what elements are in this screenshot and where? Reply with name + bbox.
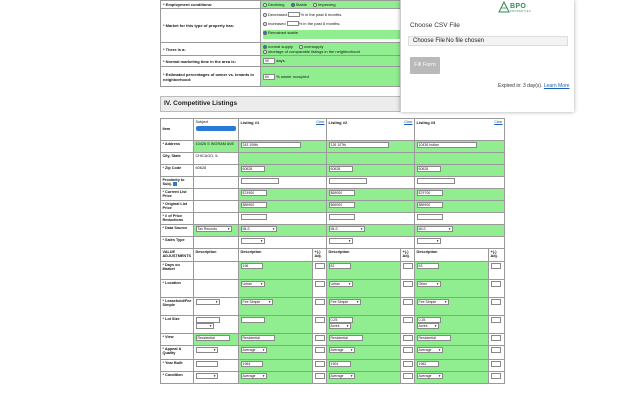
subject-leasehold-cell (194, 298, 239, 316)
listing-1-year-built-input[interactable]: 1964 (241, 361, 263, 367)
supply-option-oversupply[interactable]: oversupply (299, 44, 323, 49)
listing-3-location-cell (415, 280, 489, 298)
listing-3-city-cell (415, 153, 505, 165)
listing-1-view-adj-cell (313, 334, 327, 346)
listing-2-leasehold-select[interactable]: Fee Simple ▾ (329, 299, 361, 305)
listing-1-year-built-cell (239, 360, 313, 372)
listing-1-zip-input[interactable]: 60628 (241, 166, 265, 172)
owner-tenant-cell: 60 % owner occupied (261, 67, 408, 87)
market-options (261, 9, 408, 43)
subject-appeal-cell (194, 346, 239, 360)
listing-2-original-price-cell (327, 201, 415, 213)
employment-label: * Employment conditions: (161, 1, 261, 9)
listing-3-original-price-cell (415, 201, 505, 213)
listing-1-condition-select[interactable]: Average ▾ (241, 373, 267, 379)
listing-2-condition-cell (327, 372, 401, 384)
expiry-text: Expired in: 3 day(s). Learn More (498, 83, 570, 89)
listing-2-appeal-cell (327, 346, 401, 360)
listing-1-leasehold-select[interactable]: Fee Simple ▾ (241, 299, 273, 305)
listing-3-address-input[interactable]: 10436 Indian (417, 142, 477, 148)
listing-2-sales-type-cell (327, 237, 415, 249)
subject-sales-type (194, 237, 239, 249)
listing-3-dom-cell (415, 262, 489, 280)
listing-1-lot-size-cell (239, 316, 313, 334)
current-price-label: * Current List Price (161, 189, 194, 201)
employment-option-improving[interactable]: Improving (313, 2, 336, 7)
listing-2-dom-adj-cell (401, 262, 415, 280)
listing-2-leasehold-adj-cell (401, 298, 415, 316)
listing-3-view-cell (415, 334, 489, 346)
dom-label: * Days on Market (161, 262, 194, 280)
listing-1-location-select[interactable]: Urban ▾ (241, 281, 265, 287)
listing-2-address-input[interactable]: 126 107th (329, 142, 389, 148)
listing-3-data-source-select[interactable]: MLS ▾ (417, 226, 453, 232)
listing-3-lot-unit-select[interactable]: Acres ▾ (417, 323, 439, 329)
listing-1-dom-cell (239, 262, 313, 280)
subject-year-built-cell (194, 360, 239, 372)
radio-stable[interactable] (291, 3, 295, 7)
radio-decreased[interactable] (263, 13, 267, 17)
listing-3-year-adj-input[interactable] (491, 361, 501, 367)
listing-2-description-header: Description (327, 249, 401, 262)
listing-2-appeal-adj-cell (401, 346, 415, 360)
listing-2-location-select[interactable]: Urban ▾ (329, 281, 353, 287)
listing-3-location-adj-cell (489, 280, 505, 298)
increased-percent-input[interactable] (287, 21, 299, 26)
subject-location (194, 280, 239, 298)
listing-2-lot-size-cell (327, 316, 401, 334)
listing-2-reductions-cell (327, 213, 415, 225)
listing-3-view-adj-cell (489, 334, 505, 346)
listing-2-lot-unit-select[interactable]: Acres ▾ (329, 323, 351, 329)
csv-import-popup (400, 0, 574, 112)
marketing-time-input[interactable]: 90 (263, 58, 275, 64)
radio-improving[interactable] (313, 3, 317, 7)
listing-2-condition-adj-cell (401, 372, 415, 384)
listing-1-location-adj-input[interactable] (315, 281, 325, 287)
listing-3-address-cell (415, 141, 505, 153)
listing-3-lot-size-input[interactable]: 0.25 (417, 317, 441, 323)
item-header: Item (161, 119, 194, 141)
employment-options (261, 1, 408, 9)
listing-3-adj-header: +(-) Adj. (489, 249, 505, 262)
listing-1-header: Listing #1 Clear (239, 119, 327, 141)
listing-3-appeal-cell (415, 346, 489, 360)
listing-3-leasehold-adj-cell (489, 298, 505, 316)
listing-2-city-cell (327, 153, 415, 165)
listing-3-appeal-adj-input[interactable] (491, 347, 501, 353)
listing-2-original-price-input[interactable]: $69000 (329, 202, 355, 208)
listing-3-zip-input[interactable]: 60628 (417, 166, 441, 172)
listing-2-proximity-cell (327, 177, 415, 189)
clear-listing-1[interactable]: Clear (316, 120, 325, 124)
listing-3-sales-type-select[interactable] (417, 238, 441, 244)
listing-1-location-cell (239, 280, 313, 298)
owner-occupied-input[interactable]: 60 (263, 74, 275, 80)
city-state-label: City, State (161, 153, 194, 165)
logo-text: BPO (510, 3, 527, 10)
zip-label: * Zip Code (161, 165, 194, 177)
listing-3-leasehold-adj-input[interactable] (491, 299, 501, 305)
listing-1-condition-cell (239, 372, 313, 384)
listing-3-condition-adj-input[interactable] (491, 373, 501, 379)
listing-1-dom-adj-cell (313, 262, 327, 280)
listing-1-data-source-cell (239, 225, 327, 237)
listing-1-leasehold-cell (239, 298, 313, 316)
subject-lot-unit-select[interactable] (196, 323, 214, 329)
section-title: IV. Competitive Listings (164, 100, 238, 107)
employment-option-stable[interactable]: Stable (291, 2, 307, 7)
listing-2-reductions-input[interactable] (329, 214, 355, 220)
listing-1-proximity-cell (239, 177, 327, 189)
market-label: * Market for this type of property has: (161, 9, 261, 43)
listing-2-year-built-cell (327, 360, 401, 372)
listing-3-condition-select[interactable]: Average ▾ (417, 373, 443, 379)
listing-2-appeal-adj-input[interactable] (403, 347, 413, 353)
marketing-time-label: * Normal marketing time in the area is: (161, 56, 261, 67)
listing-2-data-source-select[interactable]: MLS ▾ (329, 226, 365, 232)
listing-3-sales-type-cell (415, 237, 505, 249)
listing-1-view-input[interactable]: Residential (241, 335, 275, 341)
employment-option-declining[interactable]: Declining (263, 2, 284, 7)
listing-3-lot-adj-input[interactable] (491, 317, 501, 323)
listing-1-lot-adj-input[interactable] (315, 317, 325, 323)
listing-2-adj-header: +(-) Adj. (401, 249, 415, 262)
listing-3-original-price-input[interactable]: $89900 (417, 202, 443, 208)
listing-1-appeal-adj-cell (313, 346, 327, 360)
listing-1-year-adj-cell (313, 360, 327, 372)
listing-3-header: Listing #3 Clear (415, 119, 505, 141)
listing-1-year-adj-input[interactable] (315, 361, 325, 367)
subject-view-input[interactable]: Residential (196, 335, 230, 341)
subject-year-built-input[interactable] (196, 361, 218, 367)
clear-listing-3[interactable]: Clear (494, 120, 503, 124)
listing-3-current-price-input[interactable]: $79700 (417, 190, 443, 196)
leasehold-label: * Leasehold/Fee Simple (161, 298, 194, 316)
listing-2-location-adj-input[interactable] (403, 281, 413, 287)
listing-2-location-cell (327, 280, 401, 298)
proximity-map-icon[interactable] (173, 182, 177, 186)
value-adjustments-label: VALUE ADJUSTMENTS (161, 249, 194, 262)
fill-form-button[interactable]: Fill Form (410, 57, 440, 74)
supply-label: * There is a: (161, 43, 261, 56)
subject-dom (194, 262, 239, 280)
subject-leasehold-select[interactable] (196, 299, 220, 305)
neighborhood-conditions-table (160, 0, 408, 87)
listing-1-data-source-select[interactable]: MLS ▾ (241, 226, 277, 232)
listing-2-zip-cell (327, 165, 415, 177)
listing-3-leasehold-cell (415, 298, 489, 316)
listing-1-appeal-select[interactable]: Average ▾ (241, 347, 267, 353)
learn-more-link[interactable]: Learn More (543, 83, 570, 89)
lot-size-label: * Lot Size (161, 316, 194, 334)
subject-condition-cell (194, 372, 239, 384)
listing-2-year-built-input[interactable]: 1904 (329, 361, 351, 367)
listing-2-condition-select[interactable]: Average ▾ (329, 373, 355, 379)
listing-2-appeal-select[interactable]: Average ▾ (329, 347, 355, 353)
location-label: * Location (161, 280, 194, 298)
listing-2-header: Listing #2 Clear (327, 119, 415, 141)
listing-3-location-select[interactable]: Other ▾ (417, 281, 441, 287)
clear-listing-2[interactable]: Clear (404, 120, 413, 124)
listing-2-proximity-input[interactable] (329, 178, 367, 184)
listing-1-description-header: Description (239, 249, 313, 262)
listing-1-sales-type-select[interactable] (241, 238, 265, 244)
listing-1-address-cell (239, 141, 327, 153)
subject-reductions (194, 213, 239, 225)
listing-1-zip-cell (239, 165, 327, 177)
listing-3-proximity-input[interactable] (417, 178, 455, 184)
listing-2-lot-adj-cell (401, 316, 415, 334)
listing-2-lot-size-input[interactable]: 0.25 (329, 317, 353, 323)
listing-1-adj-header: +(-) Adj. (313, 249, 327, 262)
year-built-label: * Year Built (161, 360, 194, 372)
listing-1-city-cell (239, 153, 327, 165)
subject-city-state: CHICAGO, IL (194, 153, 239, 165)
market-option-stable[interactable]: Remained stable (263, 30, 405, 39)
subject-condition-select[interactable] (196, 373, 218, 379)
subject-select-button[interactable] (196, 126, 236, 131)
listing-3-data-source-cell (415, 225, 505, 237)
listing-2-current-price-cell (327, 189, 415, 201)
listing-3-dom-input[interactable]: 53 (417, 263, 439, 269)
listing-3-reductions-cell (415, 213, 505, 225)
listing-1-leasehold-adj-input[interactable] (315, 299, 325, 305)
listing-3-description-header: Description (415, 249, 489, 262)
owner-tenant-label: * Estimated percentages of owner vs. tenants in neighborhood: (161, 67, 261, 87)
listing-1-view-adj-input[interactable] (315, 335, 325, 341)
logo-subtext: PROPERTIES (510, 10, 532, 13)
listing-1-location-adj-cell (313, 280, 327, 298)
listing-1-lot-adj-cell (313, 316, 327, 334)
subject-description-header: Description (194, 249, 239, 262)
listing-1-view-cell (239, 334, 313, 346)
listing-2-current-price-input[interactable]: $69000 (329, 190, 355, 196)
proximity-label: Proximity to Subj. (161, 177, 194, 189)
subject-zip: 60628 (194, 165, 239, 177)
listing-1-dom-adj-input[interactable] (315, 263, 325, 269)
listing-2-view-input[interactable]: Residential (329, 335, 363, 341)
subject-current-price (194, 189, 239, 201)
listing-1-current-price-input[interactable]: $74900 (241, 190, 267, 196)
original-price-label: * Original List Price (161, 201, 194, 213)
listing-2-leasehold-cell (327, 298, 401, 316)
supply-option-normal[interactable]: normal supply (263, 44, 293, 49)
file-input[interactable] (408, 36, 568, 46)
listing-3-lot-size-cell (415, 316, 489, 334)
listing-2-year-adj-cell (401, 360, 415, 372)
listing-3-reductions-input[interactable] (417, 214, 443, 220)
listing-1-condition-adj-cell (313, 372, 327, 384)
sales-type-label: * Sales Type (161, 237, 194, 249)
listing-2-data-source-cell (327, 225, 415, 237)
listing-3-proximity-cell (415, 177, 505, 189)
decreased-percent-input[interactable] (288, 12, 300, 17)
listing-3-year-adj-cell (489, 360, 505, 372)
listing-2-view-adj-input[interactable] (403, 335, 413, 341)
listing-2-view-cell (327, 334, 401, 346)
subject-lot-size-cell (194, 316, 239, 334)
listing-1-original-price-cell (239, 201, 327, 213)
listing-1-reductions-input[interactable] (241, 214, 267, 220)
listing-2-dom-cell (327, 262, 401, 280)
supply-options (261, 43, 408, 56)
listing-2-sales-type-select[interactable] (329, 238, 353, 244)
address-label: * Address (161, 141, 194, 153)
listing-1-appeal-adj-input[interactable] (315, 347, 325, 353)
listing-1-proximity-input[interactable] (241, 178, 279, 184)
listing-2-location-adj-cell (401, 280, 415, 298)
listing-3-lot-adj-cell (489, 316, 505, 334)
radio-declining[interactable] (263, 3, 267, 7)
listing-2-condition-adj-input[interactable] (403, 373, 413, 379)
listing-2-lot-adj-input[interactable] (403, 317, 413, 323)
listing-3-condition-cell (415, 372, 489, 384)
listing-1-address-input[interactable]: 243 106th (241, 142, 301, 148)
listing-3-appeal-select[interactable]: Average ▾ (417, 347, 443, 353)
listing-1-condition-adj-input[interactable] (315, 373, 325, 379)
subject-view-cell (194, 334, 239, 346)
reductions-label: * # of Price Reductions (161, 213, 194, 225)
supply-option-shortage[interactable]: shortage of comparable listings in the neighborhood (263, 49, 360, 54)
listing-1-lot-size-input[interactable] (241, 317, 265, 323)
listing-1-leasehold-adj-cell (313, 298, 327, 316)
subject-data-source-cell (194, 225, 239, 237)
listing-3-dom-adj-input[interactable] (491, 263, 501, 269)
data-source-label: * Data Source (161, 225, 194, 237)
listing-1-reductions-cell (239, 213, 327, 225)
listing-3-condition-adj-cell (489, 372, 505, 384)
listing-2-dom-adj-input[interactable] (403, 263, 413, 269)
subject-appeal-select[interactable] (196, 347, 218, 353)
listing-2-dom-input[interactable]: 82 (329, 263, 351, 269)
competitive-listings-table (160, 118, 505, 384)
listing-3-location-adj-input[interactable] (491, 281, 501, 287)
subject-original-price (194, 201, 239, 213)
market-option-increased[interactable]: Increased % in the past 6 months. (263, 21, 405, 30)
listing-3-leasehold-select[interactable]: Fee Simple ▾ (417, 299, 449, 305)
listing-2-view-adj-cell (401, 334, 415, 346)
listing-3-view-adj-input[interactable] (491, 335, 501, 341)
radio-increased[interactable] (263, 22, 267, 26)
marketing-time-cell: 90 days. (261, 56, 408, 67)
listing-2-zip-input[interactable]: 60628 (329, 166, 353, 172)
listing-3-year-built-input[interactable]: 1962 (417, 361, 439, 367)
listing-3-appeal-adj-cell (489, 346, 505, 360)
listing-3-dom-adj-cell (489, 262, 505, 280)
subject-data-source-select[interactable]: Tax Records ▾ (196, 226, 232, 232)
listing-2-address-cell (327, 141, 415, 153)
no-file-text: No file chosen (446, 38, 485, 44)
view-label: * View (161, 334, 194, 346)
listing-3-zip-cell (415, 165, 505, 177)
listing-1-appeal-cell (239, 346, 313, 360)
listing-1-original-price-input[interactable]: $89900 (241, 202, 267, 208)
csv-title: Choose CSV File (410, 22, 460, 29)
choose-file-button[interactable]: Choose File (413, 38, 446, 44)
appeal-label: * Appeal & Quality (161, 346, 194, 360)
subject-address: 10426 S INGRAM AVE (194, 141, 239, 153)
radio-remained-stable[interactable] (263, 31, 267, 35)
listing-2-year-adj-input[interactable] (403, 361, 413, 367)
market-option-decreased[interactable]: Decreased % in the past 6 months. (263, 12, 405, 21)
listing-1-current-price-cell (239, 189, 327, 201)
radio-shortage[interactable] (263, 50, 267, 54)
listing-3-year-built-cell (415, 360, 489, 372)
subject-proximity (194, 177, 239, 189)
listing-1-sales-type-cell (239, 237, 327, 249)
subject-header: Subject (194, 119, 239, 141)
listing-2-leasehold-adj-input[interactable] (403, 299, 413, 305)
listing-3-view-input[interactable]: Residential (417, 335, 451, 341)
listing-3-current-price-cell (415, 189, 505, 201)
condition-label: * Condition (161, 372, 194, 384)
listing-1-dom-input[interactable]: 196 (241, 263, 263, 269)
